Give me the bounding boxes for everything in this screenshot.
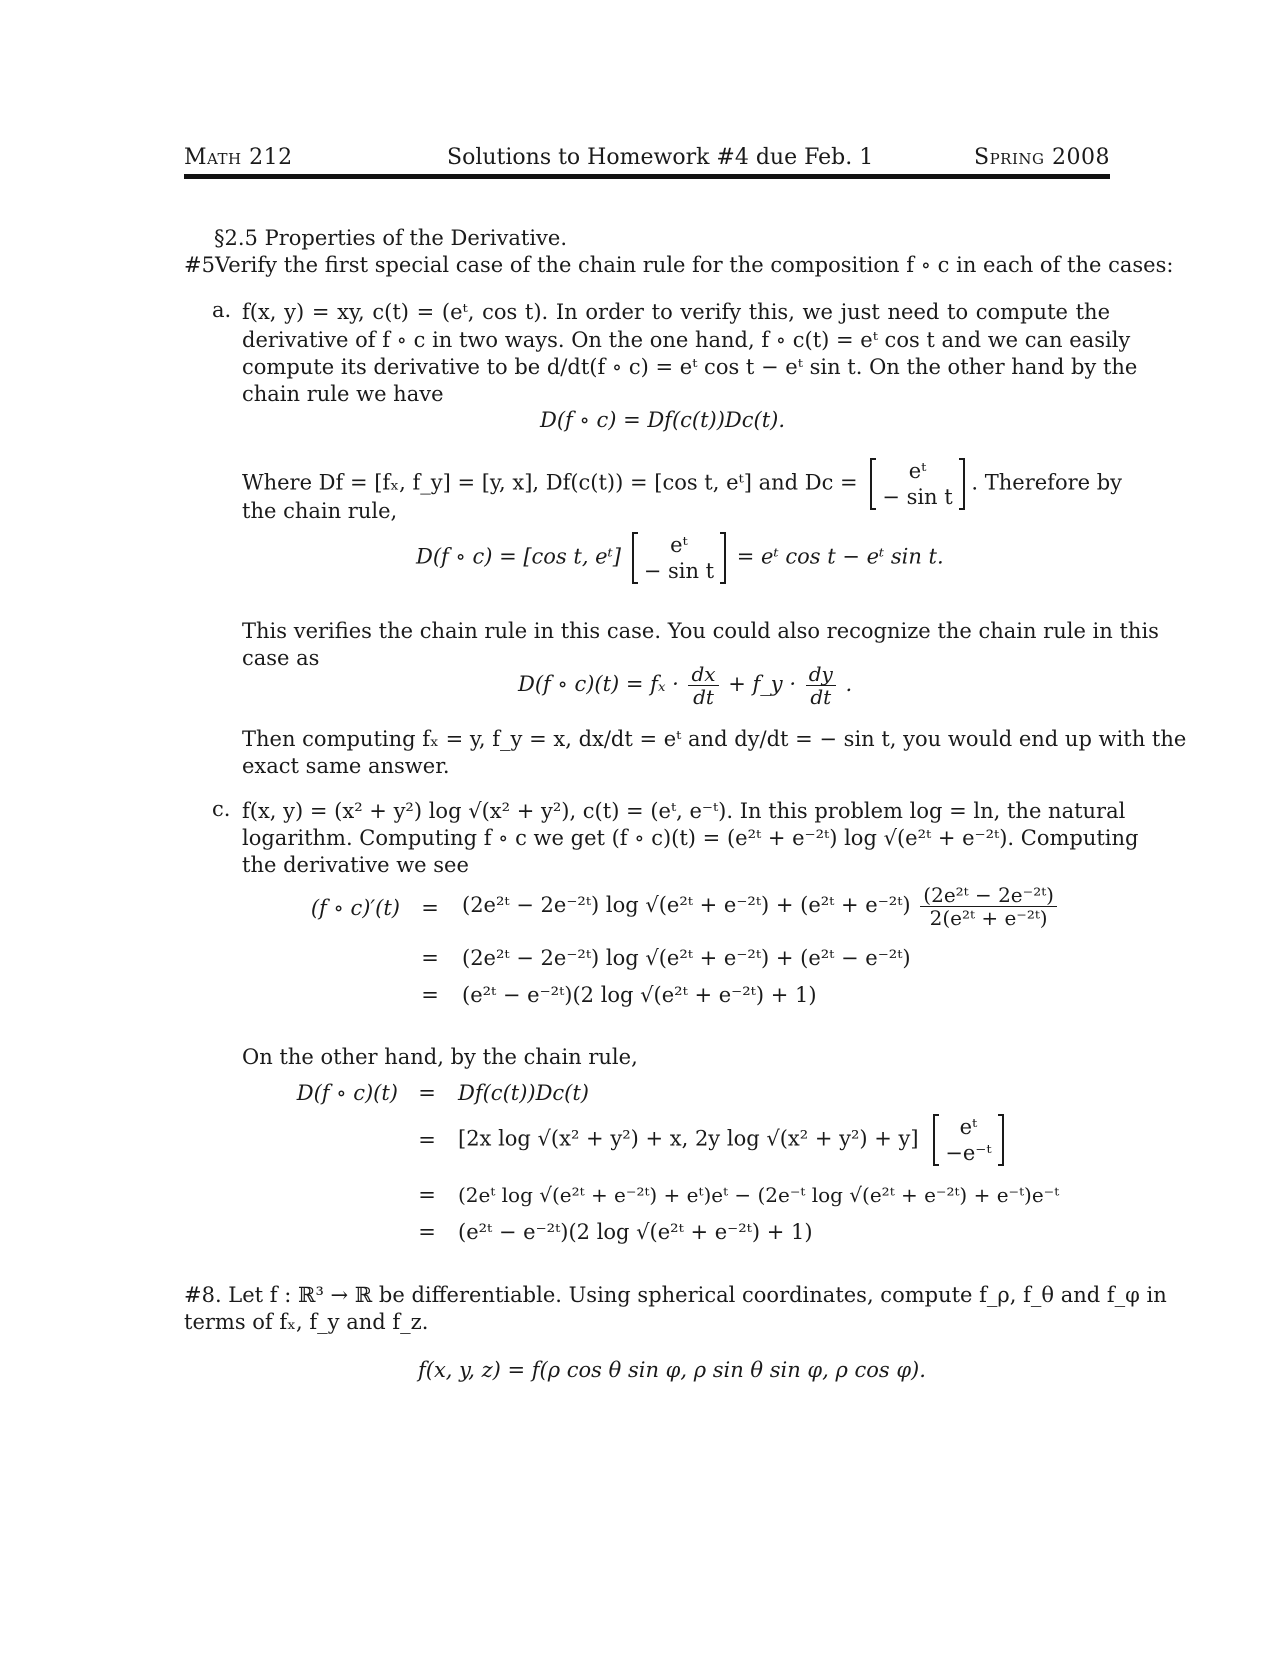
verify-line-1: This verifies the chain rule in this case. You could also recognize the chain rule in this: [242, 619, 1159, 643]
deriv-eq-1: =: [421, 896, 439, 920]
deriv-eq-2: =: [421, 946, 439, 970]
deriv-eq-3: =: [421, 983, 439, 1007]
header-course: Math 212: [184, 145, 293, 170]
then-line-1: Then computing fₓ = y, f_y = x, dx/dt = eᵗ and dy/dt = − sin t, you would end up with the: [242, 727, 1187, 751]
equation-product: [416, 532, 944, 584]
dx-dt-fraction: [688, 663, 718, 708]
section-title: §2.5 Properties of the Derivative.: [214, 226, 568, 250]
part-a-line-1: f(x, y) = xy, c(t) = (eᵗ, cos t). In order to verify this, we just need to compute the: [242, 300, 1110, 324]
chain-eq-3: =: [418, 1183, 436, 1207]
deriv-lhs: (f ∘ c)′(t): [310, 896, 400, 920]
dc-vector-top: eᵗ: [908, 459, 927, 483]
dx-num: dx: [688, 663, 718, 686]
chain-vector: [933, 1114, 1003, 1166]
header-term: Spring 2008: [974, 145, 1110, 170]
the-chain-rule-text: the chain rule,: [242, 499, 398, 523]
chain-row-1: Df(c(t))Dc(t): [458, 1081, 590, 1105]
eq3-mid: + f_y ·: [728, 672, 796, 696]
chain-row-4: (e²ᵗ − e⁻²ᵗ)(2 log √(e²ᵗ + e⁻²ᵗ) + 1): [458, 1220, 813, 1244]
eq2-vector-bottom: − sin t: [643, 559, 715, 583]
eq3-lhs: D(f ∘ c)(t) = fₓ ·: [518, 672, 679, 696]
deriv-row-3: (e²ᵗ − e⁻²ᵗ)(2 log √(e²ᵗ + e⁻²ᵗ) + 1): [462, 983, 817, 1007]
part-c-line-3: the derivative we see: [242, 853, 469, 877]
equation-chain-rule: D(f ∘ c) = Df(c(t))Dc(t).: [540, 408, 786, 432]
dy-dt-fraction: [806, 663, 836, 708]
deriv-row-1: [462, 884, 1060, 929]
deriv-fraction: [920, 884, 1057, 929]
part-a-line-4: chain rule we have: [242, 382, 444, 406]
chain-vector-bottom: −e⁻ᵗ: [945, 1141, 992, 1165]
verify-line-2: case as: [242, 646, 320, 670]
eq2-vector: [632, 532, 726, 584]
chain-eq-1: =: [418, 1081, 436, 1105]
chain-eq-2: =: [418, 1128, 436, 1152]
eq2-vector-top: eᵗ: [670, 533, 688, 557]
problem8-line-2: terms of fₓ, f_y and f_z.: [184, 1310, 429, 1334]
deriv-row-2: (2e²ᵗ − 2e⁻²ᵗ) log √(e²ᵗ + e⁻²ᵗ) + (e²ᵗ − e⁻²ᵗ): [462, 946, 911, 970]
header-rule: [184, 174, 1110, 179]
deriv-frac-den: 2(e²ᵗ + e⁻²ᵗ): [929, 906, 1048, 930]
dy-den: dt: [810, 685, 832, 709]
part-a-label: a.: [212, 298, 232, 322]
chain-row-3: (2eᵗ log √(e²ᵗ + e⁻²ᵗ) + eᵗ)eᵗ − (2e⁻ᵗ log √(e²ᵗ + e⁻²ᵗ) + e⁻ᵗ)e⁻ᵗ: [458, 1183, 1060, 1207]
chain-lhs: D(f ∘ c)(t): [296, 1081, 398, 1105]
part-a-line-3: compute its derivative to be d/dt(f ∘ c) = eᵗ cos t − eᵗ sin t. On the other hand by the: [242, 355, 1138, 379]
other-hand-text: On the other hand, by the chain rule,: [242, 1045, 638, 1069]
header-title: Solutions to Homework #4 due Feb. 1: [447, 145, 874, 170]
chain-row-2: [458, 1114, 1004, 1166]
eq2-lhs: D(f ∘ c) = [cos t, eᵗ]: [416, 544, 621, 569]
equation-partials: [518, 663, 852, 708]
deriv-frac-num: (2e²ᵗ − 2e⁻²ᵗ): [920, 884, 1057, 907]
chain-row-2-text: [2x log √(x² + y²) + x, 2y log √(x² + y²) + y]: [458, 1126, 919, 1151]
then-line-2: exact same answer.: [242, 754, 450, 778]
problem8-equation: f(x, y, z) = f(ρ cos θ sin φ, ρ sin θ sin φ, ρ cos φ).: [418, 1358, 926, 1382]
where-text: Where Df = [fₓ, f_y] = [y, x], Df(c(t)) = [cos t, eᵗ] and Dc =: [242, 470, 858, 495]
chain-eq-4: =: [418, 1220, 436, 1244]
eq2-rhs: = eᵗ cos t − eᵗ sin t.: [736, 544, 944, 569]
part-a-line-2: derivative of f ∘ c in two ways. On the one hand, f ∘ c(t) = eᵗ cos t and we can easily: [242, 328, 1131, 352]
dy-num: dy: [806, 663, 836, 686]
eq3-end: .: [845, 672, 853, 696]
therefore-text: . Therefore by: [971, 470, 1123, 495]
part-c-line-1: f(x, y) = (x² + y²) log √(x² + y²), c(t) = (eᵗ, e⁻ᵗ). In this problem log = ln, the natural: [242, 799, 1126, 823]
problem5-statement: #5Verify the first special case of the chain rule for the composition f ∘ c in each of the cases:: [184, 253, 1174, 277]
dc-vector-bottom: − sin t: [882, 485, 953, 509]
dx-den: dt: [693, 685, 714, 709]
chain-vector-top: eᵗ: [959, 1115, 978, 1139]
deriv-row-1-text: (2e²ᵗ − 2e⁻²ᵗ) log √(e²ᵗ + e⁻²ᵗ) + (e²ᵗ + e⁻²ᵗ): [462, 893, 911, 917]
part-c-line-2: logarithm. Computing f ∘ c we get (f ∘ c)(t) = (e²ᵗ + e⁻²ᵗ) log √(e²ᵗ + e⁻²ᵗ). Computing: [242, 826, 1139, 850]
problem8-line-1: #8. Let f : ℝ³ → ℝ be differentiable. Using spherical coordinates, compute f_ρ, f_θ and f_φ in: [184, 1283, 1167, 1307]
part-c-label: c.: [212, 797, 231, 821]
